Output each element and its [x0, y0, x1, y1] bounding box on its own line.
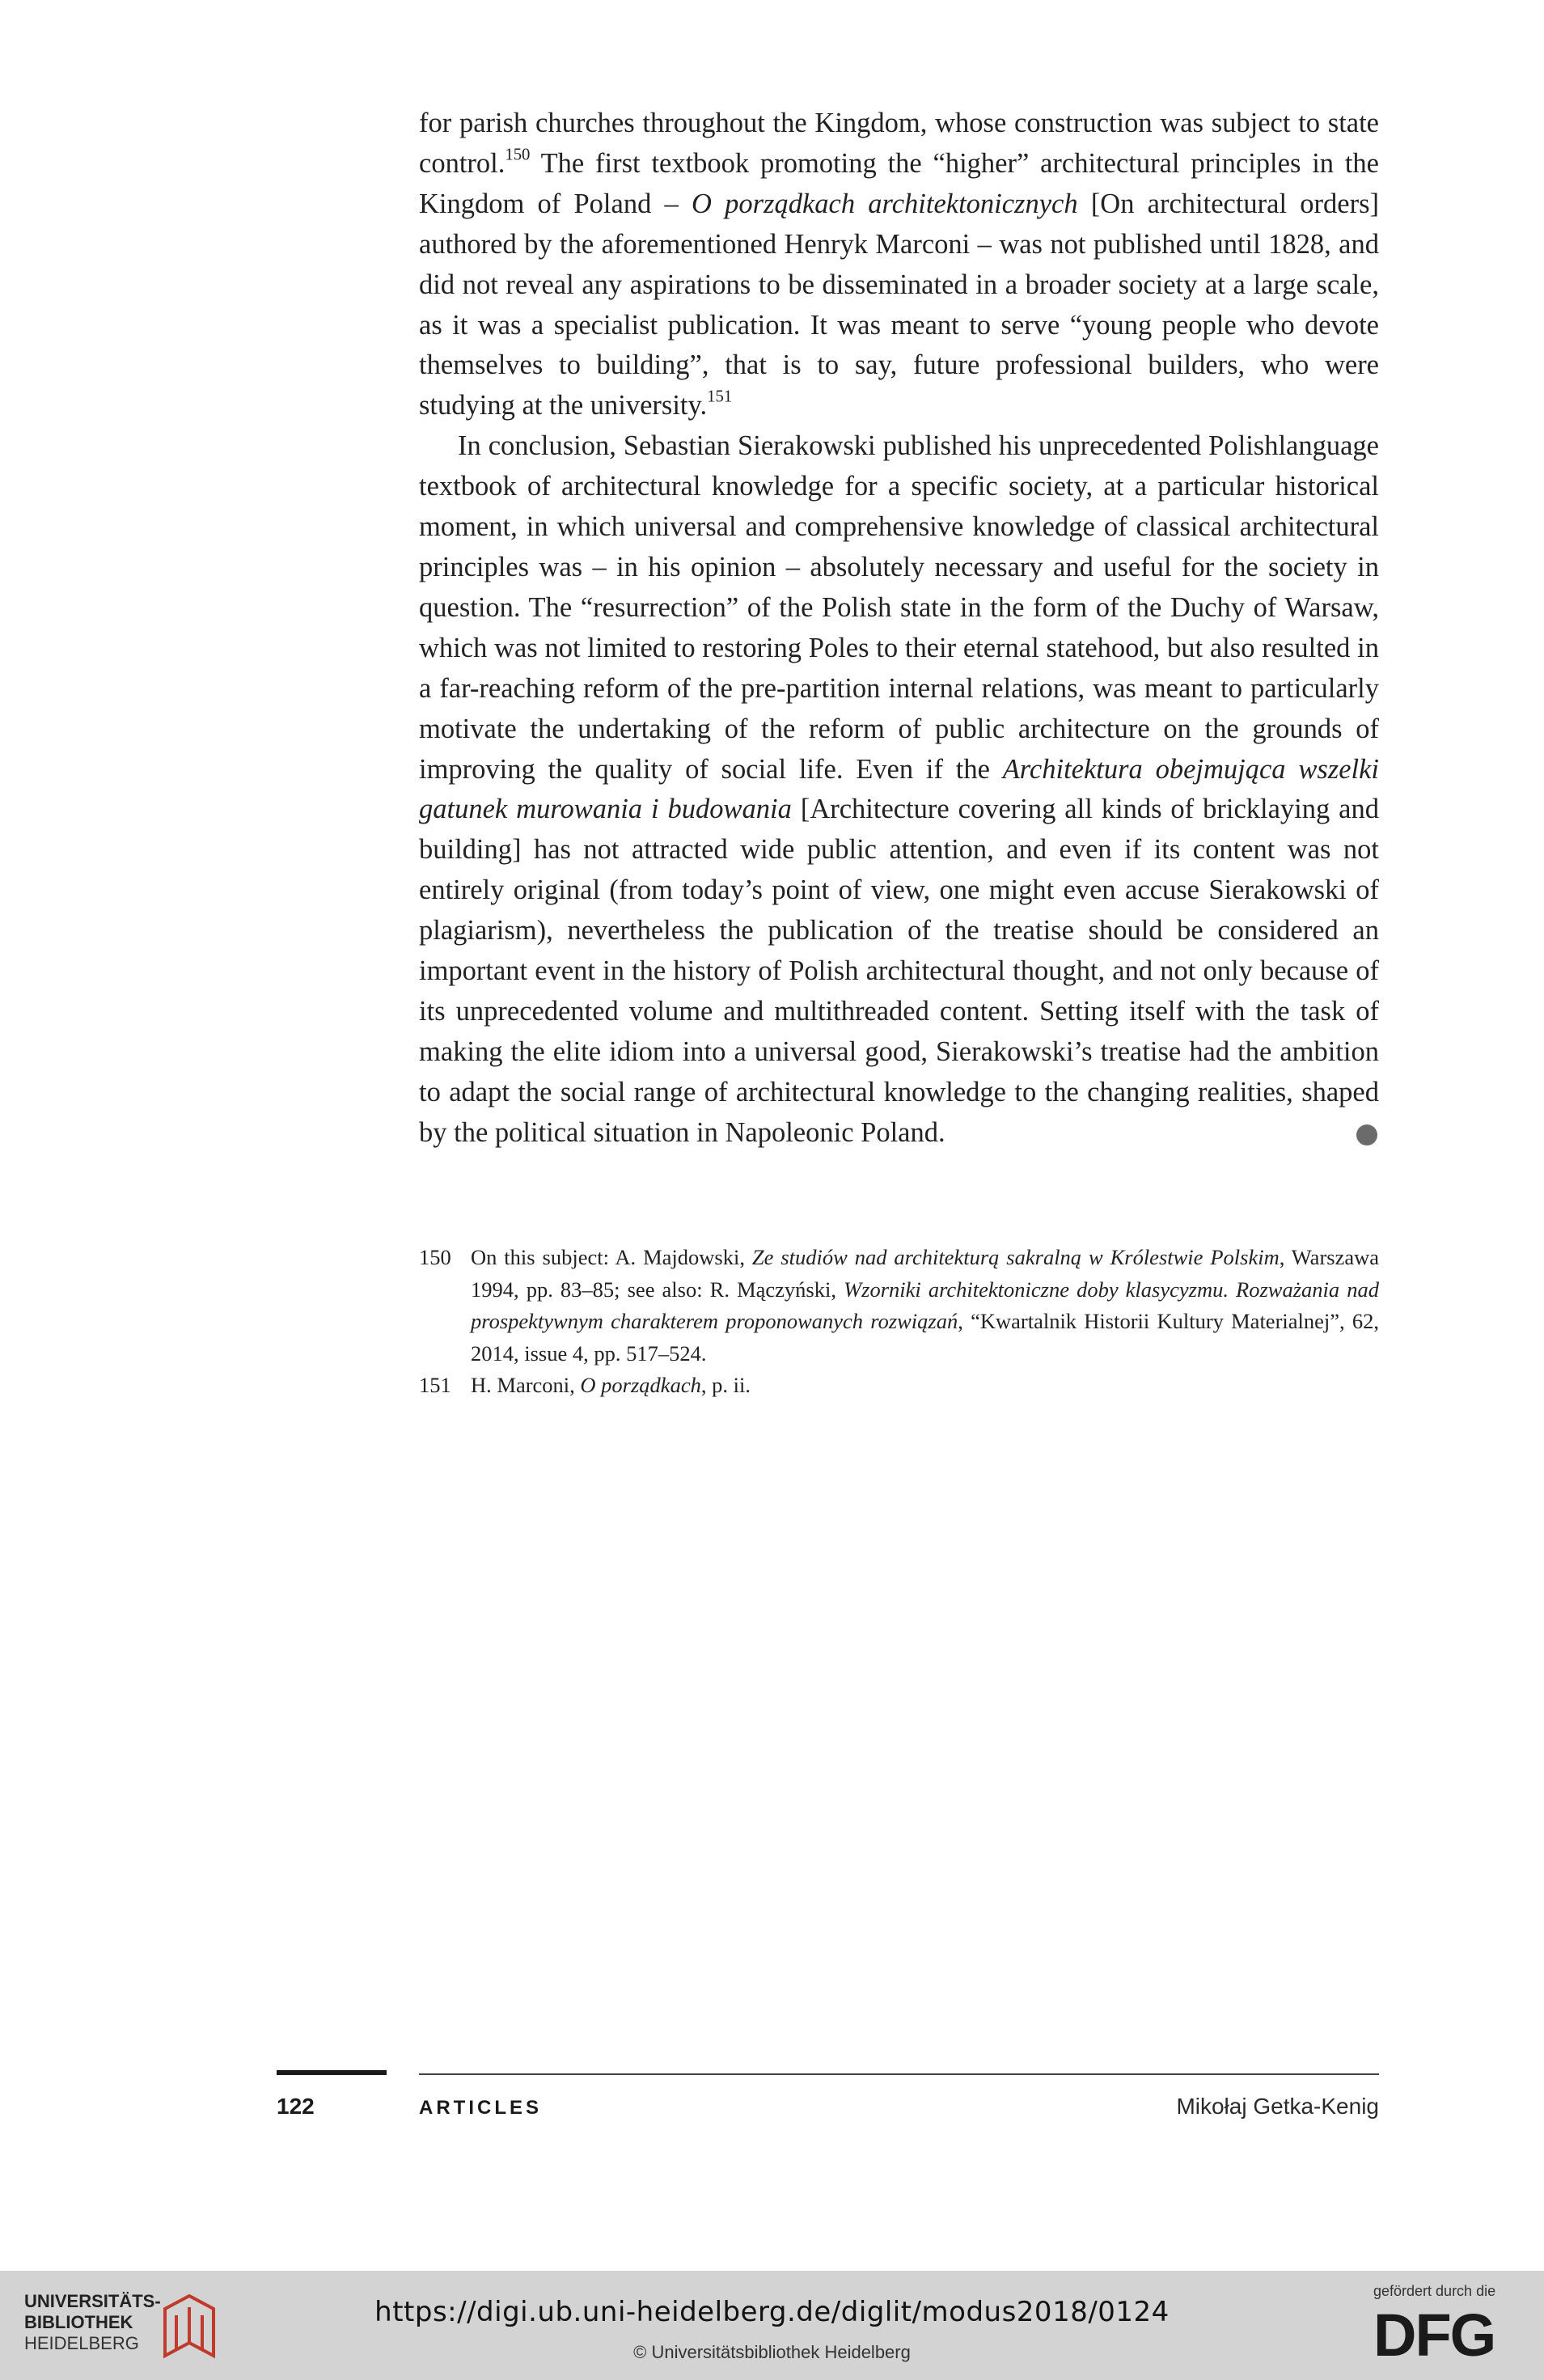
footer-rule	[419, 2073, 1379, 2075]
ub-heidelberg-logo[interactable]: UNIVERSITÄTS- BIBLIOTHEK HEIDELBERG	[24, 2291, 218, 2364]
paragraph-2: In conclusion, Sebastian Sierakowski published his unprecedented Polishlanguage textbook of architectural knowledge for a specific society, at a particular historical moment, in which universal and comprehensive knowledge of classical architectural principles was – in his opinion – absolutely necessary and useful for the society in question. The “resurrection” of the Polish state in the form of the Duchy of Warsaw, which was not limited to restoring Poles to their eternal statehood, but also resulted in a far-reaching reform of the pre-partition internal relations, was meant to particularly motivate the undertaking of the reform of public architecture on the grounds of improving the quality of social life. Even if the Architektura obejmująca wszelki gatunek murowania i budowania [Architecture covering all kinds of bricklaying and building] has not attracted wide public attention, and even if its content was not entirely original (from today’s point of view, one might even accuse Sierakowski of plagiarism), nevertheless the publication of the treatise should be considered an important event in the history of Polish architectural thought, and not only because of its unprecedented volume and multithreaded content. Setting itself with the task of making the elite idiom into a universal good, Sierakowski’s treatise had the ambition to adapt the social range of architectural knowledge to the changing realities, shaped by the political situation in Napoleonic Poland.	[419, 430, 1379, 1148]
footnote-text: H. Marconi, O porządkach, p. ii.	[471, 1373, 751, 1398]
footnote-150	[419, 1242, 1379, 1370]
permalink-url[interactable]: https://digi.ub.uni-heidelberg.de/diglit/modus2018/0124	[374, 2296, 1170, 2328]
footnotes	[419, 1242, 1379, 1402]
copyright-notice: © Universitätsbibliothek Heidelberg	[633, 2342, 911, 2362]
dfg-logo[interactable]: DFG	[1373, 2302, 1495, 2369]
footnote-text: On this subject: A. Majdowski, Ze studiów nad architekturą sakralną w Królestwie Polskim, Warszawa 1994, pp. 83–85; see also: R. Mączyński, Wzorniki architektoniczne doby klasycyzmu. Rozważania nad prospektywnym charakterem proponowanych rozwiązań, “Kwartalnik Historii Kultury Materialnej”, 62, 2014, issue 4, pp. 517–524.	[471, 1245, 1379, 1366]
footnote-ref-150[interactable]: 150	[505, 146, 531, 164]
footnote-number: 150	[419, 1245, 451, 1269]
book-title: O porządkach architektonicznych	[692, 188, 1078, 219]
paragraph-1: for parish churches throughout the Kingdom, whose construction was subject to state control.$^{150}$ The first textbook promoting the “higher” architectural principles in the Kingdom of Poland – O porządkach architektonicznych [On architectural orders] authored by the aforementioned Henryk Marconi – was not published until 1828, and did not reveal any aspirations to be disseminated in a broader society at a large scale, as it was a specialist publication. It was meant to serve “young people who devote themselves to building”, that is to say, future professional builders, who were studying at the university.$^{151}$	[419, 108, 1379, 421]
author-name: Mikołaj Getka-Kenig	[1176, 2094, 1379, 2119]
end-of-article-dot-icon	[1356, 1124, 1377, 1146]
footnote-151	[419, 1370, 1379, 1402]
footer-rule-short	[277, 2070, 387, 2075]
section-label: ARTICLES	[419, 2097, 542, 2119]
page-number: 122	[277, 2094, 315, 2119]
footnote-ref-151[interactable]: 151	[707, 387, 733, 406]
body-text	[419, 104, 1379, 1154]
funding-caption: gefördert durch die	[1373, 2283, 1496, 2299]
book-title: Architektura obejmująca wszelki gatunek murowania i budowania	[419, 753, 1379, 825]
footnote-number: 151	[419, 1373, 451, 1398]
